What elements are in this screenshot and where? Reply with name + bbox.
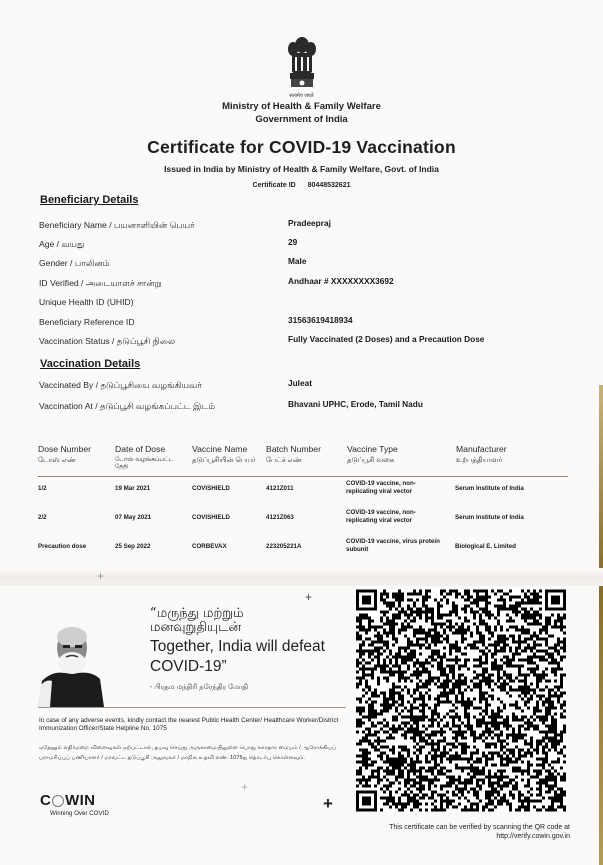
manufacturer: Serum Institute of India: [455, 514, 524, 521]
dose-number: Precaution dose: [38, 543, 87, 550]
dose-date: 25 Sep 2022: [115, 543, 151, 550]
field-label: Gender / பாலினம்: [39, 258, 110, 268]
column-header-vaccine-type: [347, 444, 398, 464]
header-ta: டோஸ் வழங்கப்பட்ட தேதி: [115, 457, 174, 470]
field-value: Andhaar # XXXXXXXX3692: [288, 276, 394, 286]
certificate-id-label: Certificate ID: [252, 182, 296, 189]
field-label: Beneficiary Name / பயனாளியின் பெயர்: [39, 220, 195, 230]
adverse-events-tamil: ஏதேனும் எதிர்மறை விளைவுகள் ஏற்பட்டால், தயவு செய்து அருகாமையிலுள்ள பொது சுகாதார மையம் / ஆரோக்கியப் பராமரிப்புப் பணியாளர் / மாவட்ட தடுப்பூசி அலுவலர் / மாநில உதவி எண். 1075ஐ தொடர்பு கொள்ளவும்.: [39, 745, 337, 761]
vaccinated-at-row: [39, 401, 559, 415]
ashoka-emblem-icon: [282, 35, 322, 93]
column-header-manufacturer: [456, 444, 507, 464]
dose-date: 07 May 2021: [115, 514, 152, 521]
header-en: Dose Number: [38, 444, 92, 454]
field-label: Vaccinated By / தடுப்பூசியை வழங்கியவர்: [39, 380, 202, 390]
divider: [38, 707, 346, 708]
field-label: ID Verified / அடையாளச் சான்று: [39, 278, 162, 288]
batch-number: 4121Z063: [266, 514, 294, 521]
certificate-header: [0, 35, 603, 189]
table-header: [38, 444, 568, 477]
certificate-title: Certificate for COVID-19 Vaccination: [147, 137, 456, 157]
reference-id-row: [39, 317, 559, 331]
dose-number: 1/2: [38, 485, 47, 492]
table-row: [38, 535, 568, 564]
vaccine-name: COVISHIELD: [192, 485, 230, 492]
quote-attribution: - பிரதம மந்திரி நரேந்திர மோதி: [150, 684, 249, 691]
verify-note: [360, 824, 570, 841]
age-row: [39, 239, 559, 253]
cowin-logo: [40, 792, 109, 817]
government-name: Government of India: [255, 114, 348, 125]
emblem-caption: सत्यमेव जयते: [289, 93, 314, 99]
field-value: Fully Vaccinated (2 Doses) and a Precaution Dose: [288, 334, 485, 344]
quote-english: Together, India will defeat COVID-19”: [150, 638, 325, 675]
qr-code[interactable]: [356, 589, 566, 812]
adverse-events-english: In case of any adverse events, kindly contact the nearest Public Health Center/ Healthcare Worker/District Immunization Officer/State Helpline No. 1075: [39, 717, 339, 732]
header-en: Manufacturer: [456, 444, 507, 454]
batch-number: 4121Z011: [266, 485, 294, 492]
field-value: Pradeepraj: [288, 218, 331, 228]
field-label: Unique Health ID (UHID): [39, 297, 134, 307]
crosshair-icon: +: [305, 590, 313, 604]
ministry-name: Ministry of Health & Family Welfare: [222, 101, 381, 112]
field-label: Vaccination At / தடுப்பூசி வழங்கப்பட்ட இடம்: [39, 401, 216, 411]
table-row: [38, 506, 568, 535]
dose-table: [38, 444, 568, 564]
header-ta: டோஸ் எண்: [38, 457, 77, 464]
beneficiary-section-title: Beneficiary Details: [40, 194, 139, 206]
vaccine-name: CORBEVAX: [192, 543, 227, 550]
vaccine-type: COVID-19 vaccine, virus protein subunit: [346, 538, 440, 553]
vaccination-status-row: [39, 336, 559, 350]
fold-band: [0, 568, 603, 586]
cowin-tagline: Winning Over COVID: [50, 810, 109, 817]
column-header-dose-number: [38, 444, 91, 464]
table-row: [38, 477, 568, 506]
gender-row: [39, 258, 559, 272]
dose-number: 2/2: [38, 514, 47, 521]
dose-date: 19 Mar 2021: [115, 485, 151, 492]
field-value: Juleat: [288, 378, 312, 388]
header-en: Date of Dose: [115, 444, 166, 454]
verify-url[interactable]: http://verify.cowin.gov.in: [496, 832, 570, 840]
column-header-batch: [266, 444, 321, 464]
pm-portrait-image: [38, 615, 104, 707]
column-header-vaccine-name: [192, 444, 256, 464]
certificate-id-value: 80448532621: [307, 182, 351, 189]
logo-o-icon: [52, 795, 64, 807]
field-label: Age / வயது: [39, 239, 85, 249]
pm-quote: [150, 607, 350, 692]
header-en: Batch Number: [266, 444, 321, 454]
manufacturer: Serum Institute of India: [455, 485, 524, 492]
logo-letters-win: WIN: [65, 792, 96, 809]
quote-tamil-line1: “மருந்து மற்றும்: [150, 606, 244, 621]
certificate-id: [0, 182, 603, 189]
vaccine-type: COVID-19 vaccine, non-replicating viral vector: [346, 509, 416, 524]
vaccine-type: COVID-19 vaccine, non-replicating viral vector: [346, 480, 416, 495]
batch-number: 223205221A: [266, 543, 302, 550]
field-value: Bhavani UPHC, Erode, Tamil Nadu: [288, 399, 423, 409]
id-verified-row: [39, 278, 559, 292]
manufacturer: Biological E. Limited: [455, 543, 516, 550]
scan-edge: [599, 385, 603, 865]
field-value: 31563619418934: [288, 315, 353, 325]
field-label: Vaccination Status / தடுப்பூசி நிலை: [39, 336, 176, 346]
vaccine-name: COVISHIELD: [192, 514, 230, 521]
header-ta: பேட்ச் எண்: [266, 457, 302, 464]
logo-letter-c: C: [40, 792, 52, 809]
vaccinated-by-row: [39, 380, 559, 394]
field-value: 29: [288, 237, 298, 247]
field-label: Beneficiary Reference ID: [39, 317, 135, 327]
crosshair-icon: +: [97, 569, 105, 583]
header-en: Vaccine Type: [347, 444, 398, 454]
vaccination-section-title: Vaccination Details: [40, 358, 141, 370]
header-ta: உற்பத்தியாளர்: [456, 457, 503, 464]
beneficiary-name-row: [39, 220, 559, 234]
header-ta: தடுப்பூசியின் பெயர்: [192, 457, 256, 464]
header-ta: தடுப்பூசி வகை: [347, 457, 395, 464]
header-en: Vaccine Name: [192, 444, 248, 454]
field-value: Male: [288, 256, 307, 266]
crosshair-icon: +: [323, 794, 333, 813]
uhid-row: [39, 297, 559, 311]
crosshair-icon: +: [241, 780, 249, 794]
issued-by: Issued in India by Ministry of Health & Family Welfare, Govt. of India: [164, 164, 439, 174]
column-header-date: [115, 444, 187, 471]
verify-line1: This certificate can be verified by scanning the QR code at: [389, 824, 570, 831]
quote-tamil-line2: மனவுறுதியுடன்: [150, 620, 242, 635]
